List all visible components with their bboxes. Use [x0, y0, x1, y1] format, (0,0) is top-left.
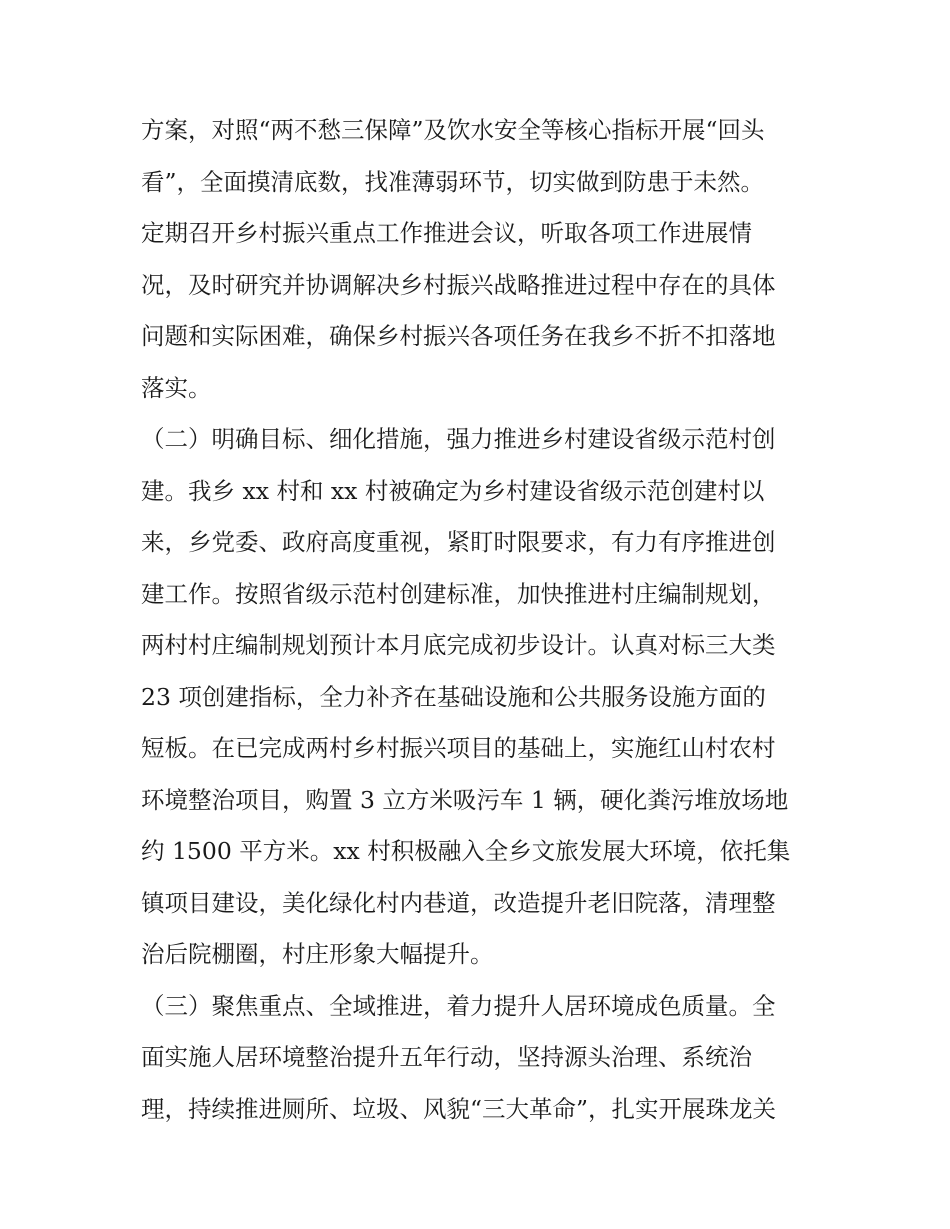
text-line: 建工作。按照省级示范村创建标准，加快推进村庄编制规划，: [141, 579, 776, 608]
text-line: 镇项目建设，美化绿化村内巷道，改造提升老旧院落，清理整: [141, 888, 776, 917]
text-line: 方案，对照“两不愁三保障”及饮水安全等核心指标开展“回头: [141, 116, 765, 144]
text-line: 面实施人居环境整治提升五年行动，坚持源头治理、系统治: [141, 1043, 752, 1071]
body-text: [141, 105, 821, 1135]
section-heading-line: （二）明确目标、细化措施，强力推进乡村建设省级示范村创: [141, 425, 776, 453]
text-line: 治后院棚圈，村庄形象大幅提升。: [141, 940, 494, 968]
text-line: 落实。: [141, 373, 212, 402]
text-line: 问题和实际困难，确保乡村振兴各项任务在我乡不折不扣落地: [141, 322, 776, 350]
text-line: 来，乡党委、政府高度重视，紧盯时限要求，有力有序推进创: [141, 528, 776, 556]
text-line: 定期召开乡村振兴重点工作推进会议，听取各项工作进展情: [141, 219, 752, 247]
text-line: 环境整治项目，购置 3 立方米吸污车 1 辆，硬化粪污堆放场地: [141, 785, 789, 814]
text-line: 短板。在已完成两村乡村振兴项目的基础上，实施红山村农村: [141, 734, 776, 762]
text-line: 理，持续推进厕所、垃圾、风貌“三大革命”，扎实开展珠龙关: [141, 1094, 777, 1123]
section-heading-line: （三）聚焦重点、全域推进，着力提升人居环境成色质量。全: [141, 991, 776, 1020]
text-line: 建。我乡 xx 村和 xx 村被确定为乡村建设省级示范创建村以: [141, 476, 765, 505]
text-line: 两村村庄编制规划预计本月底完成初步设计。认真对标三大类: [141, 631, 776, 659]
text-line: 约 1500 平方米。xx 村积极融入全乡文旅发展大环境，依托集: [141, 837, 791, 865]
text-line: 况，及时研究并协调解决乡村振兴战略推进过程中存在的具体: [141, 270, 776, 299]
text-line: 23 项创建指标，全力补齐在基础设施和公共服务设施方面的: [141, 682, 766, 711]
text-line: 看”，全面摸清底数，找准薄弱环节，切实做到防患于未然。: [141, 167, 765, 196]
